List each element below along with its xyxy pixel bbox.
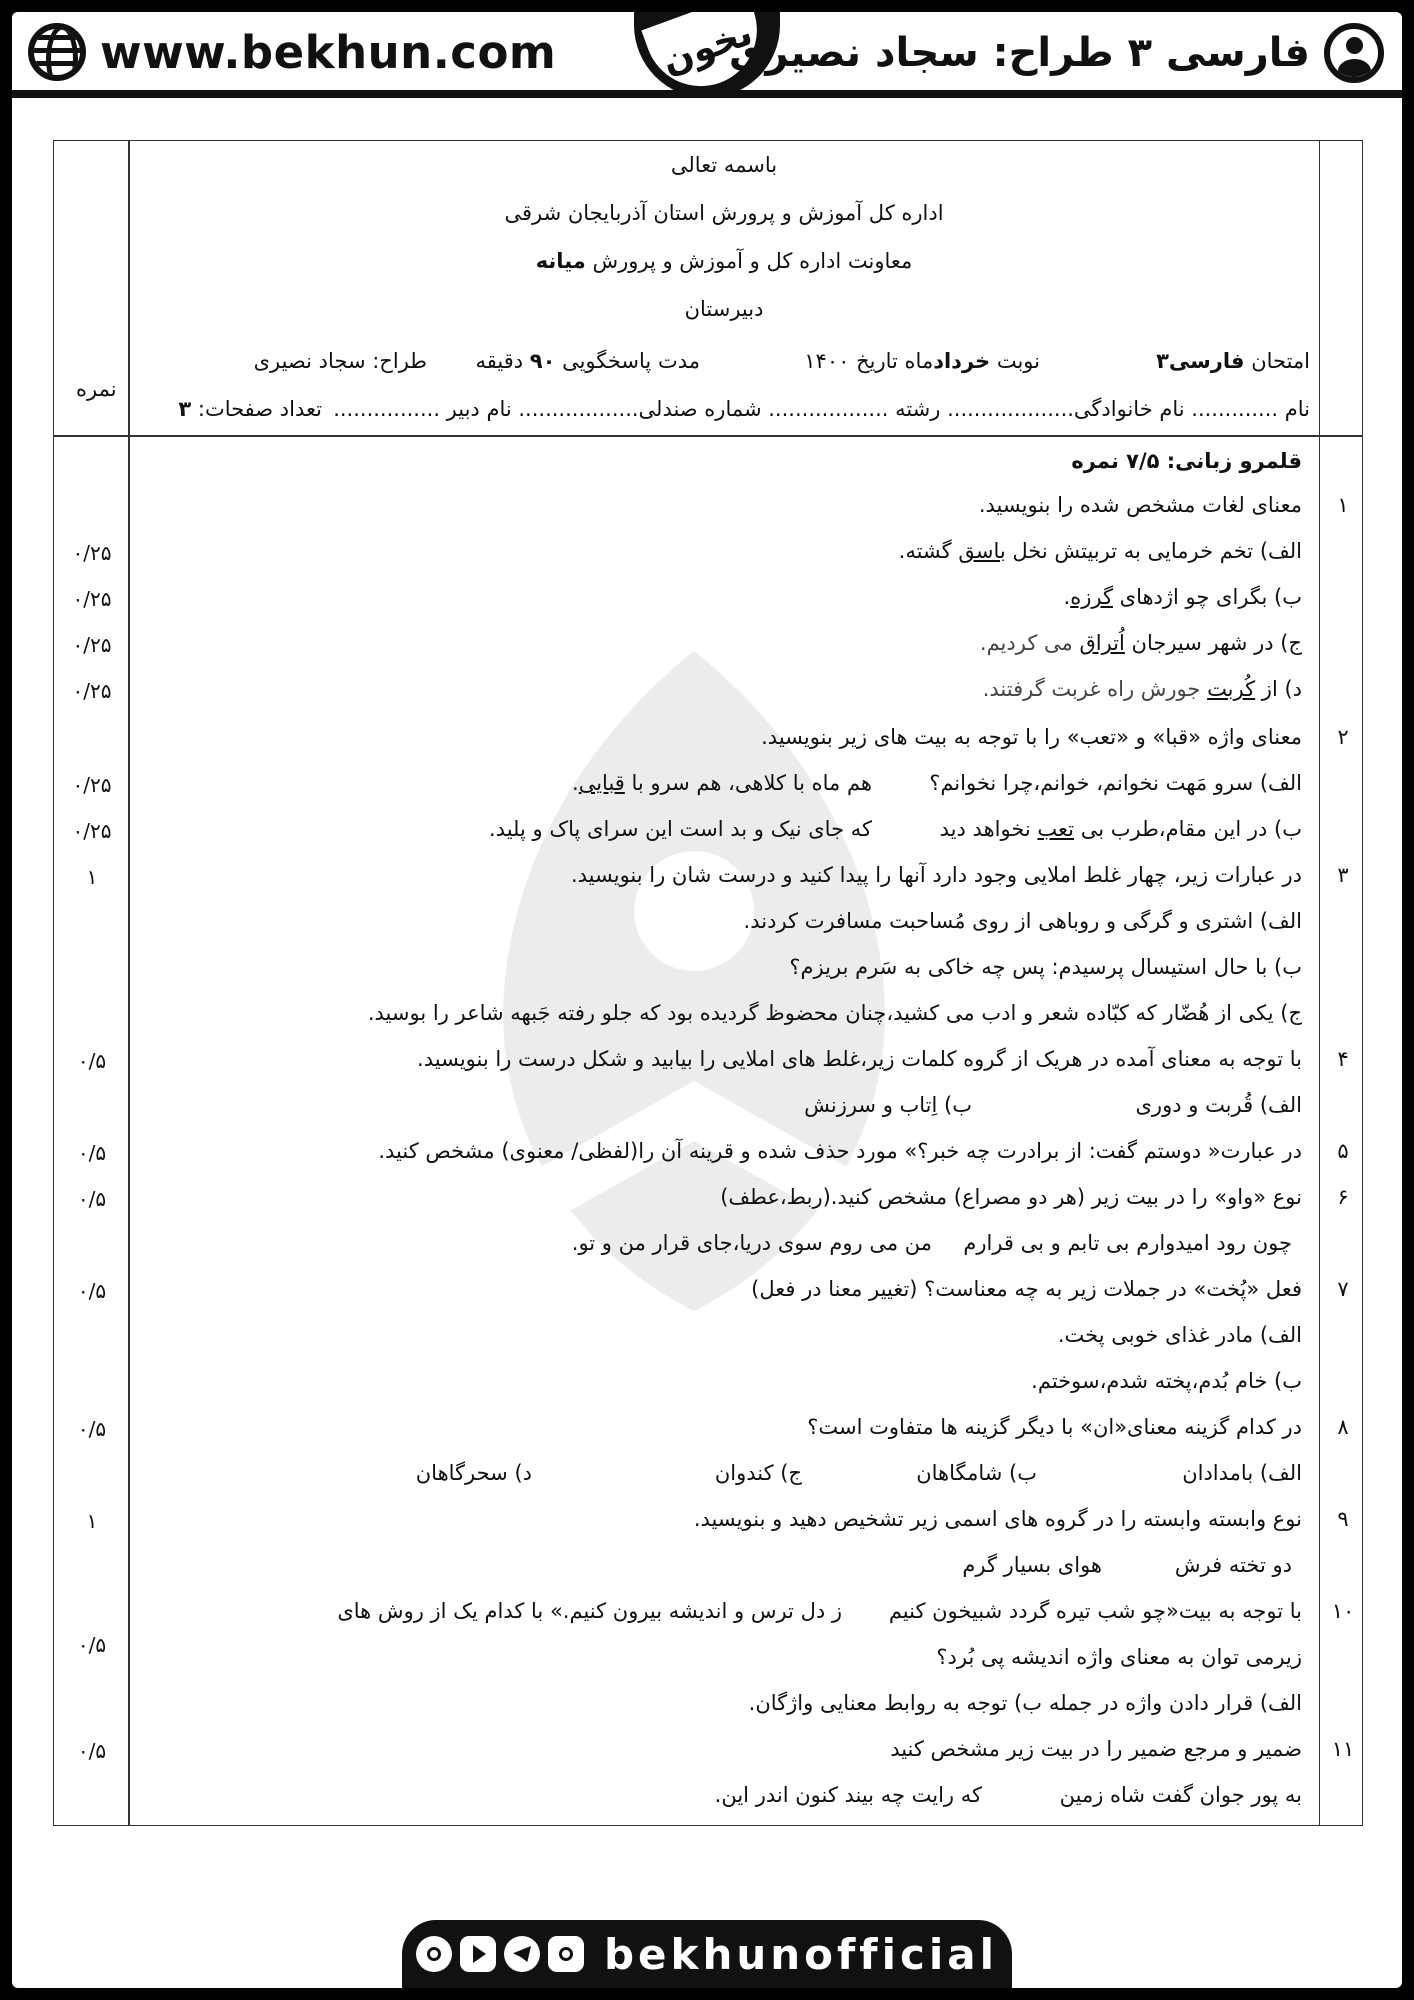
score-value: ۰/۵ [77,1279,107,1303]
question-number: ۸ [1337,1415,1349,1439]
option-a: الف) بامدادان [1182,1461,1302,1485]
grade-column-label: نمره [76,377,117,401]
verse-hemistich: که جای نیک و بد است این سرای پاک و پلید. [489,817,872,841]
question-text: ز دل ترس و اندیشه بیرون کنیم.» با کدام یک از روش های [337,1599,842,1623]
course-designer-title: فارسی ۳ طراح: سجاد نصیری [728,30,1310,76]
youtube-icon[interactable] [460,1936,496,1972]
exam-designer: طراح: سجاد نصیری [253,349,427,373]
province-line: اداره کل آموزش و پرورش استان آذربایجان شرقی [504,201,944,225]
website-link[interactable] [28,22,556,82]
question-number: ۳ [1337,863,1349,887]
option-a: دو تخته فرش [1174,1553,1292,1577]
score-value: ۰/۲۵ [72,819,112,843]
question-number: ۱۱ [1331,1737,1355,1761]
question-item: الف) تخم خرمایی به تربیتش نخل باسق گشته. [898,539,1302,563]
question-text: معنای لغات مشخص شده را بنویسید. [978,493,1302,517]
score-value: ۱ [86,1509,98,1533]
office-line: معاونت اداره کل و آموزش و پرورش میانه [535,249,913,273]
header-divider [12,90,1402,98]
question-item: ب) با حال استیسال پرسیدم: پس چه خاکی به سَرم بریزم؟ [789,955,1302,979]
page-count: تعداد صفحات: ۳ [178,397,322,421]
section-title: قلمرو زبانی: ۷/۵ نمره [1071,449,1302,473]
question-text: معنای واژه «قبا» و «تعب» را با توجه به بیت های زیر بنویسید. [761,725,1302,749]
question-text: نوع وابسته وابسته را در گروه های اسمی زیر تشخیص دهید و بنویسید. [693,1507,1302,1531]
film-reel-icon[interactable] [416,1936,452,1972]
question-item: الف) مادر غذای خوبی پخت. [1057,1323,1302,1347]
exam-subject: امتحان فارسی۳ [1156,349,1310,373]
question-number: ۲ [1337,725,1349,749]
score-value: ۰/۲۵ [72,541,112,565]
question-number: ۵ [1337,1139,1349,1163]
header-row-divider [54,435,1362,437]
exam-table [53,140,1363,1826]
score-value: ۰/۵ [77,1417,107,1441]
user-icon [1324,23,1384,83]
question-text: با توجه به معنای آمده در هریک از گروه کلمات زیر،غلط های املایی را بیابید و شکل درست را بنویسید. [417,1047,1302,1071]
question-text: نوع «واو» را در بیت زیر (هر دو مصراع) مشخص کنید.(ربط،عطف) [720,1185,1302,1209]
header-title [729,24,1384,82]
question-item: د) از کُربت جورش راه غربت گرفتند. [982,677,1302,701]
question-text: فعل «پُخت» در جملات زیر به چه معناست؟ (تغییر معنا در فعل) [751,1277,1302,1301]
verse-hemistich: که رایت چه بیند کنون اندر این. [714,1783,982,1807]
question-text: در عبارات زیر، چهار غلط املایی وجود دارد آنها را پیدا کنید و درست شان را بنویسید. [570,863,1302,887]
student-fields: نام ............. نام خانوادگی................... رشته .................. شماره صندلی.................. نام دبیر ................ [333,397,1310,421]
footer-social-bar [402,1920,1012,1988]
question-text: ضمیر و مرجع ضمیر را در بیت زیر مشخص کنید [890,1737,1302,1761]
question-number: ۹ [1337,1507,1349,1531]
basmala-line: باسمه تعالی [670,153,778,177]
score-value: ۰/۲۵ [72,773,112,797]
question-number: ۱ [1337,493,1349,517]
question-item: ب) بگرای چو اژدهای گرزه. [1063,585,1302,609]
exam-turn-date: نوبت خردادماه تاریخ ۱۴۰۰ [804,349,1040,373]
question-item: ج) در شهر سیرجان اُتراق می کردیم. [979,631,1302,655]
question-number: ۷ [1337,1277,1349,1301]
page [12,12,1402,1988]
option-a: الف) قرار دادن واژه در جمله [1048,1691,1302,1715]
instagram-icon[interactable] [548,1936,584,1972]
score-value: ۰/۵ [77,1049,107,1073]
question-number: ۴ [1337,1047,1349,1071]
verse-hemistich: هم ماه با کلاهی، هم سرو با قبایی. [572,771,872,795]
exam-duration: مدت پاسخگویی ۹۰ دقیقه [475,349,700,373]
question-text: با توجه به بیت«چو شب تیره گردد شبیخون کنیم [888,1599,1302,1623]
verse-hemistich: چون رود امیدوارم بی تابم و بی قرارم [963,1231,1292,1255]
score-value: ۰/۵ [77,1187,107,1211]
globe-icon [28,23,86,81]
site-url[interactable]: www.bekhun.com [100,25,557,79]
verse-hemistich: به پور جوان گفت شاه زمین [1059,1783,1302,1807]
score-value: ۰/۵ [77,1141,107,1165]
score-value: ۰/۲۵ [72,587,112,611]
option-c: ج) کندوان [714,1461,802,1485]
question-item: ج) یکی از هُضّار که کبّاده شعر و ادب می کشید،چنان محضوظ گردیده بود که جلو رفته جَبهه شاعر را بوسید. [367,1001,1302,1025]
option-b: ب) توجه به روابط معنایی واژگان. [748,1691,1042,1715]
score-value: ۰/۲۵ [72,679,112,703]
school-line: دبیرستان [684,297,764,321]
verse-hemistich: من می روم سوی دریا،جای قرار من و تو. [571,1231,932,1255]
question-item: ب) خام بُدم،پخته شدم،سوختم. [1031,1369,1302,1393]
option-b: ب) اِتاب و سرزنش [804,1093,972,1117]
score-value: ۰/۵ [77,1739,107,1763]
social-handle[interactable]: bekhunofficial [603,1929,998,1979]
option-b: ب) شامگاهان [916,1461,1037,1485]
question-number: ۶ [1337,1185,1349,1209]
logo-text: بخون [641,12,772,102]
question-text: در کدام گزینه معنای«ان» با دیگر گزینه ها متفاوت است؟ [807,1415,1302,1439]
option-d: د) سحرگاهان [415,1461,532,1485]
verse-hemistich: ب) در این مقام،طرب بی تعب نخواهد دید [939,817,1302,841]
question-number: ۱۰ [1331,1599,1355,1623]
score-value: ۱ [86,865,98,889]
option-b: هوای بسیار گرم [962,1553,1102,1577]
question-item: الف) اشتری و گرگی و روباهی از روی مُساحبت مسافرت کردند. [743,909,1302,933]
question-text: زیرمی توان به معنای واژه اندیشه پی بُرد؟ [936,1645,1302,1669]
verse-hemistich: الف) سرو مَهت نخوانم، خوانم،چرا نخوانم؟ [929,771,1302,795]
col-divider-score [128,141,130,1825]
question-text: در عبارت« دوستم گفت: از برادرت چه خبر؟» مورد حذف شده و قرینه آن را(لفظی/ معنوی) مشخص کنید. [378,1139,1302,1163]
score-value: ۰/۵ [77,1633,107,1657]
score-value: ۰/۲۵ [72,633,112,657]
telegram-icon[interactable] [504,1936,540,1972]
option-a: الف) قُربت و دوری [1135,1093,1302,1117]
top-header-bar [12,12,1402,94]
col-divider-number [1319,141,1321,1825]
